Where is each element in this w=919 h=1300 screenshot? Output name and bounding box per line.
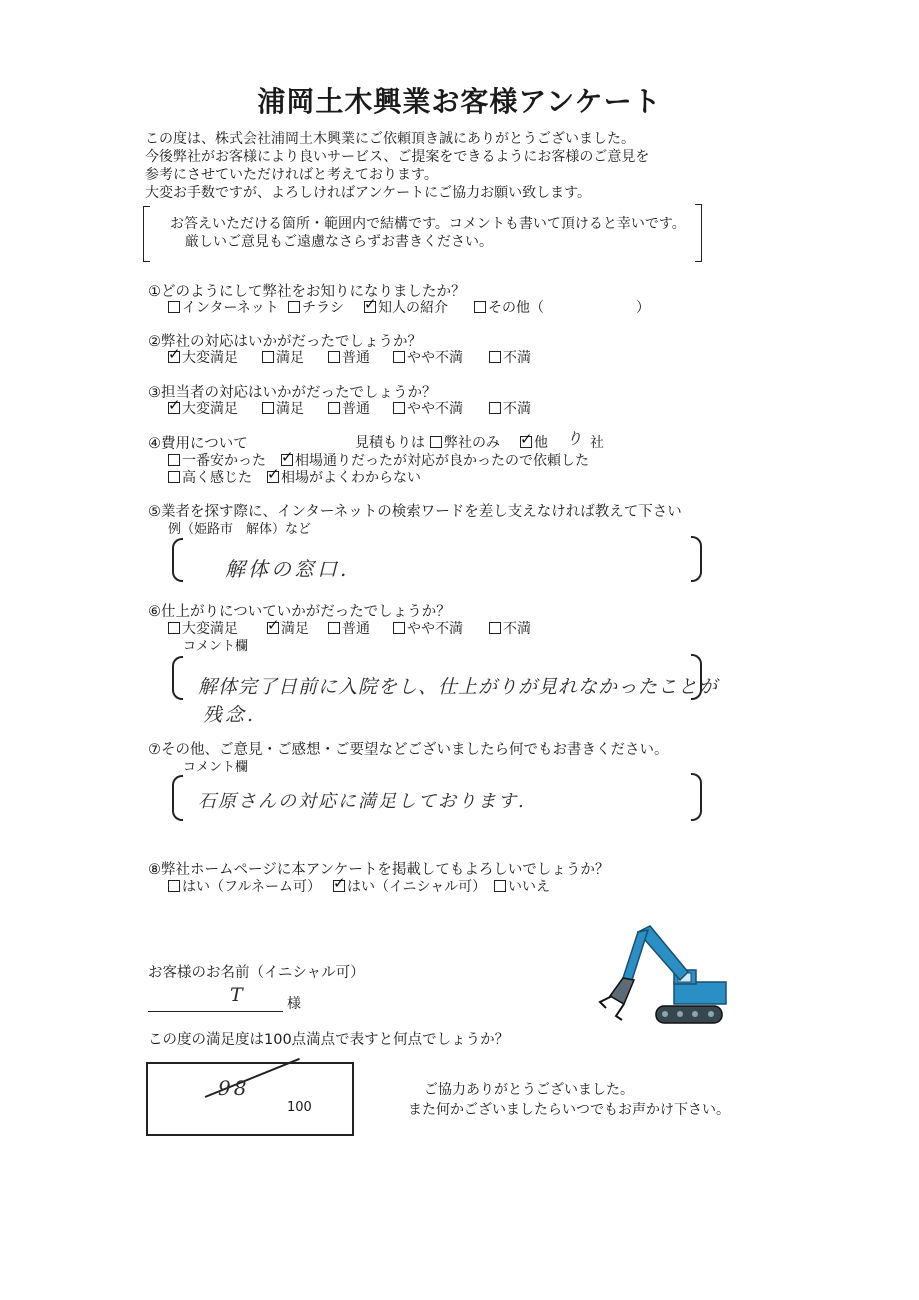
checkbox-icon: [168, 622, 180, 634]
q2-option-very-satisfied[interactable]: ✓大変満足: [168, 347, 238, 367]
q3-question: ③担当者の対応はいかがだったでしょうか？: [148, 385, 437, 401]
q3-option-neutral[interactable]: 普通: [328, 398, 370, 418]
checkbox-icon: [168, 880, 180, 892]
note-line-1: お答えいただける箇所・範囲内で結構です。コメントも書いて頂けると幸いです。: [170, 216, 686, 232]
intro-line-2: 今後弊社がお客様により良いサービス、ご提案をできるようにお客様のご意見を: [145, 149, 650, 165]
checkbox-icon: [393, 622, 405, 634]
checkbox-icon: [328, 351, 340, 363]
checkbox-icon: [168, 301, 180, 313]
q6-question: ⑥仕上がりについていかがだったでしょうか？: [148, 604, 451, 620]
checkbox-icon: [430, 436, 442, 448]
q8-question: ⑧弊社ホームページに本アンケートを掲載してもよろしいでしょうか？: [148, 862, 610, 878]
q4-option-market-good-service[interactable]: ✓ 相場通りだったが対応が良かったので依頼した: [281, 450, 589, 470]
checkbox-icon: [494, 880, 506, 892]
q1-option-other[interactable]: その他（: [474, 297, 544, 317]
q6-comment-line-1-handwritten: 解体完了日前に入院をし、仕上がりが見れなかったことが: [198, 676, 719, 698]
checked-checkbox-icon: [267, 471, 279, 483]
q1-question: ①どのようにして弊社をお知りになりましたか？: [148, 284, 466, 300]
checkbox-icon: [168, 471, 180, 483]
checkbox-icon: [328, 402, 340, 414]
excavator-arm: [623, 930, 648, 980]
checkbox-icon: [393, 402, 405, 414]
q6-bracket-left: [172, 656, 183, 700]
checked-checkbox-icon: [168, 351, 180, 363]
q1-option-referral[interactable]: ✓ 知人の紹介: [364, 297, 448, 317]
q3-option-somewhat-dissatisfied[interactable]: やや不満: [393, 398, 463, 418]
checked-checkbox-icon: [333, 880, 345, 892]
q4-estimate-own-only[interactable]: 弊社のみ: [430, 432, 500, 452]
q2-option-neutral[interactable]: 普通: [328, 347, 370, 367]
checked-checkbox-icon: [267, 622, 279, 634]
q1-option-flyer[interactable]: チラシ: [288, 297, 344, 317]
name-underline: [148, 1011, 283, 1012]
checkbox-icon: [489, 351, 501, 363]
checked-checkbox-icon: [520, 436, 532, 448]
q6-option-very-satisfied[interactable]: 大変満足: [168, 618, 238, 638]
q1-option-internet[interactable]: インターネット: [168, 297, 279, 317]
note-line-2: 厳しいご意見もご遠慮なさらずお書きください。: [185, 234, 493, 250]
q2-question: ②弊社の対応はいかがだったでしょうか？: [148, 334, 422, 350]
q2-option-satisfied[interactable]: 満足: [262, 347, 304, 367]
checkbox-icon: [168, 454, 180, 466]
checkbox-icon: [262, 402, 274, 414]
q5-bracket-right: [691, 536, 702, 582]
q7-bracket-right: [691, 773, 702, 821]
q8-option-yes-initials[interactable]: ✓ はい（イニシャル可）: [333, 876, 486, 896]
intro-line-4: 大変お手数ですが、よろしければアンケートにご協力お願い致します。: [145, 185, 592, 201]
intro-line-3: 参考にさせていただければと考えております。: [145, 167, 438, 183]
q4-estimate-other[interactable]: ✓ 他: [520, 432, 548, 452]
q7-comment-handwritten: 石原さんの対応に満足しております.: [198, 791, 526, 812]
q8-option-yes-fullname[interactable]: はい（フルネーム可）: [168, 876, 321, 896]
q4-option-expensive[interactable]: 高く感じた: [168, 467, 252, 487]
q1-other-close-paren: ）: [636, 300, 650, 316]
checked-checkbox-icon: [168, 402, 180, 414]
q8-option-no[interactable]: いいえ: [494, 876, 550, 896]
note-bracket-left: [143, 206, 150, 262]
score-value-handwritten: 98: [218, 1076, 250, 1100]
excavator-body: [674, 982, 726, 1004]
checkbox-icon: [489, 622, 501, 634]
excavator-attachment: [610, 978, 634, 1004]
q5-question: ⑤業者を探す際に、インターネットの検索ワードを差し支えなければ教えて下さい: [148, 504, 682, 520]
q5-bracket-left: [172, 538, 183, 582]
q5-example: 例（姫路市 解体）など: [168, 522, 312, 537]
score-question: この度の満足度は100点満点で表すと何点でしょうか？: [148, 1032, 510, 1048]
score-max: 100: [287, 1100, 312, 1115]
thanks-line-1: ご協力ありがとうございました。: [424, 1082, 634, 1098]
q6-option-satisfied[interactable]: ✓ 満足: [267, 618, 309, 638]
q6-option-dissatisfied[interactable]: 不満: [489, 618, 531, 638]
checkbox-icon: [474, 301, 486, 313]
q7-question: ⑦その他、ご意見・ご感想・ご要望などございましたら何でもお書きください。: [148, 742, 669, 758]
q4-estimate-count-handwritten: り: [566, 429, 586, 448]
q4-estimate-label: 見積もりは: [355, 435, 425, 451]
score-box: [146, 1062, 354, 1136]
checkbox-icon: [262, 351, 274, 363]
q4-option-cheapest[interactable]: 一番安かった: [168, 450, 266, 470]
thanks-line-2: また何かございましたらいつでもお声かけ下さい。: [408, 1102, 730, 1118]
q6-option-somewhat-dissatisfied[interactable]: やや不満: [393, 618, 463, 638]
q2-option-dissatisfied[interactable]: 不満: [489, 347, 531, 367]
checked-checkbox-icon: [281, 454, 293, 466]
checkbox-icon: [328, 622, 340, 634]
intro-line-1: この度は、株式会社浦岡土木興業にご依頼頂き誠にありがとうございました。: [145, 131, 635, 147]
q4-question: ④費用について: [148, 436, 248, 452]
q6-comment-line-2-handwritten: 残念.: [203, 704, 257, 726]
q3-option-dissatisfied[interactable]: 不満: [489, 398, 531, 418]
survey-title: 浦岡土木興業お客様アンケート: [257, 85, 662, 118]
name-suffix: 様: [287, 996, 301, 1012]
q4-estimate-suffix: 社: [590, 435, 604, 451]
excavator-icon: [590, 922, 730, 1027]
checkbox-icon: [489, 402, 501, 414]
checkbox-icon: [288, 301, 300, 313]
q3-option-satisfied[interactable]: 満足: [262, 398, 304, 418]
q6-option-neutral[interactable]: 普通: [328, 618, 370, 638]
q4-option-unknown-market[interactable]: ✓ 相場がよくわからない: [267, 467, 421, 487]
note-bracket-right: [695, 204, 702, 262]
q7-bracket-left: [172, 775, 183, 821]
checked-checkbox-icon: [364, 301, 376, 313]
q2-option-somewhat-dissatisfied[interactable]: やや不満: [393, 347, 463, 367]
q5-answer-handwritten: 解体の窓口.: [225, 557, 350, 581]
checkbox-icon: [393, 351, 405, 363]
q6-comment-label: コメント欄: [183, 639, 249, 654]
name-value-handwritten: T: [230, 984, 246, 1006]
q7-comment-label: コメント欄: [183, 760, 249, 775]
name-label: お客様のお名前（イニシャル可）: [148, 965, 365, 981]
q3-option-very-satisfied[interactable]: ✓大変満足: [168, 398, 238, 418]
